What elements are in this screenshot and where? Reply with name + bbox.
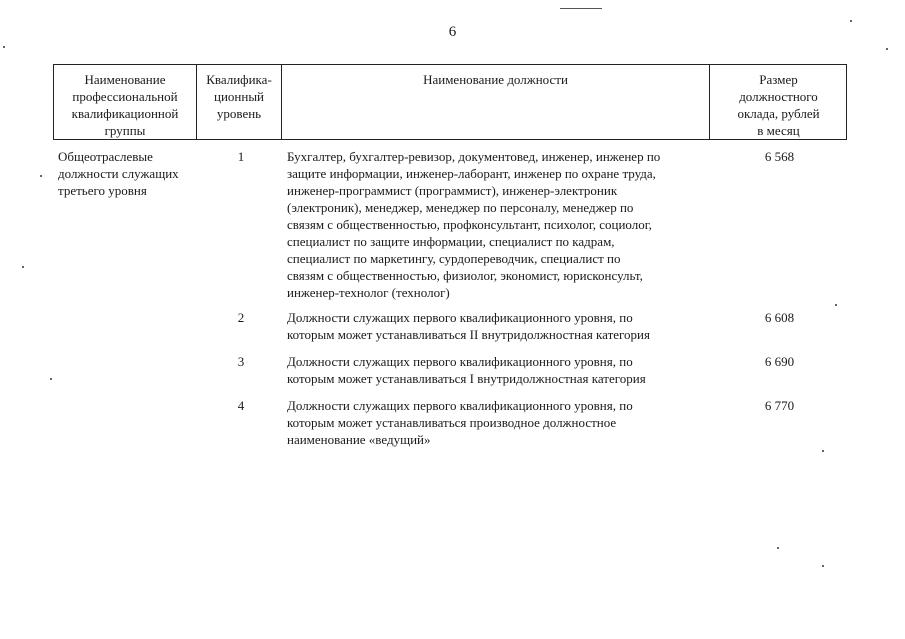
header-salary: Размер должностного оклада, рублей в месяц <box>737 72 820 138</box>
qualification-level: 3 <box>237 354 245 369</box>
salary-value: 6 568 <box>764 149 795 164</box>
scan-speck <box>50 378 52 380</box>
qualification-level: 4 <box>237 398 245 413</box>
qualification-level: 2 <box>237 310 245 325</box>
page-number: 6 <box>448 24 457 40</box>
position-names: Должности служащих первого квалификационного уровня, по которым может устанавливаться производное должностное наименование «ведущий» <box>287 398 633 447</box>
scan-speck <box>835 304 837 306</box>
salary-value: 6 770 <box>764 398 795 413</box>
table-header <box>53 64 847 140</box>
header-group: Наименование профессиональной квалификационной группы <box>54 65 197 139</box>
scan-speck <box>40 175 42 177</box>
salary-value: 6 608 <box>764 310 795 325</box>
position-names: Должности служащих первого квалификационного уровня, по которым может устанавливаться I внутридолжностная категория <box>287 354 646 386</box>
position-names: Бухгалтер, бухгалтер-ревизор, документовед, инженер, инженер по защите информации, инженер-лаборант, инженер по охране труда, инженер-программист (программист), инженер-электроник (электроник), менеджер, менеджер по персоналу, менеджер по связям с общественностью, профконсультант, психолог, социолог, специалист по защите информации, специалист по кадрам, специалист по маркетингу, сурдопереводчик, специалист по связям с общественностью, физиолог, экономист, юрисконсульт, инженер-технолог (технолог) <box>287 149 661 300</box>
scan-speck <box>850 20 852 22</box>
header-position: Наименование должности <box>282 65 710 139</box>
position-names: Должности служащих первого квалификационного уровня, по которым может устанавливаться II внутридолжностная категория <box>287 310 650 342</box>
qualification-level: 1 <box>237 149 245 164</box>
scan-speck <box>3 46 5 48</box>
scan-speck <box>886 48 888 50</box>
scan-speck <box>822 450 824 452</box>
scan-speck <box>822 565 824 567</box>
top-rule <box>560 8 602 9</box>
scan-speck <box>777 547 779 549</box>
header-level: Квалифика- ционный уровень <box>197 65 282 139</box>
group-name: Общеотраслевые должности служащих третьего уровня <box>58 149 179 198</box>
scan-speck <box>22 266 24 268</box>
salary-value: 6 690 <box>764 354 795 369</box>
